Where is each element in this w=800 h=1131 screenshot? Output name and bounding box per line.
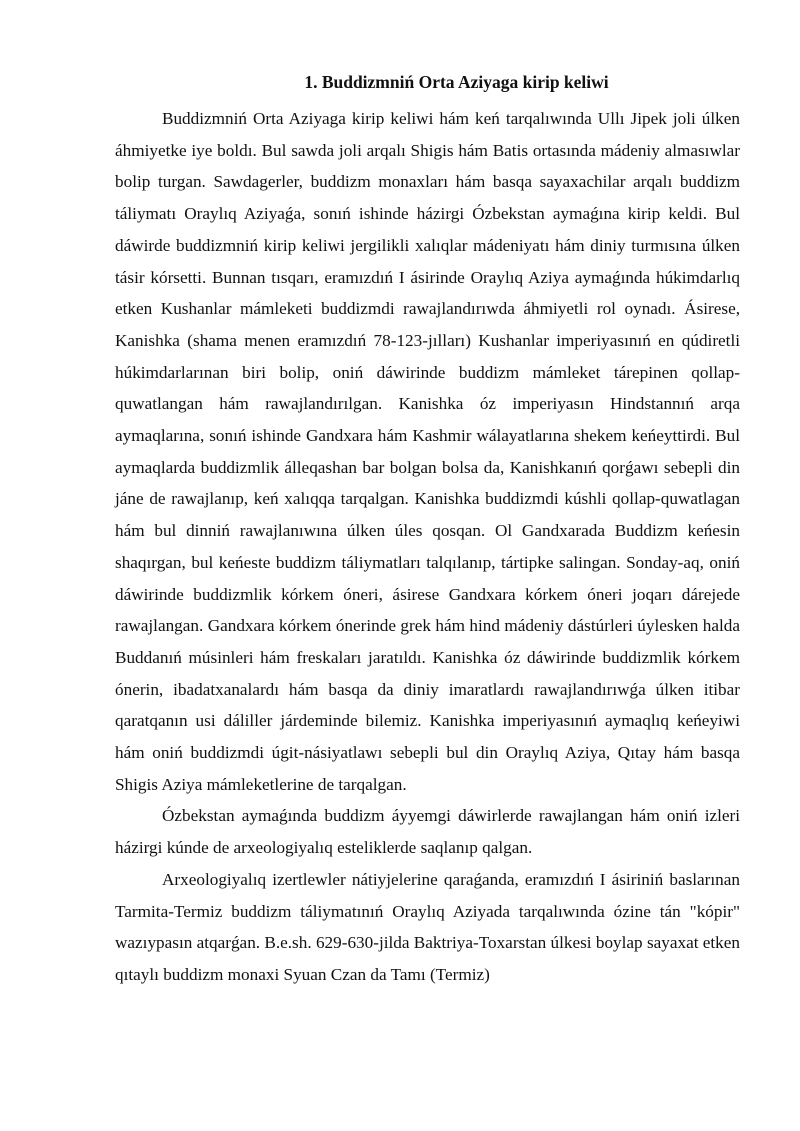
paragraph: Arxeologiyalıq izertlewler nátiyjelerine qaraǵanda, eramızdıń I ásiriniń baslarınan Tarmita-Termiz buddizm táliymatınıń Oraylıq Aziyada tarqalıwında ózine tán "kópir" wazıypasın atqarǵan. B.e.sh. 629-630-jilda Baktriya-Toxarstan úlkesi boylap sayaxat etken qıtaylı buddizm monaxi Syuan Czan da Tamı (Termiz) — [115, 869, 741, 984]
section-title: 1. Buddizmniń Orta Aziyaga kirip keliwi — [304, 72, 609, 92]
document-page — [115, 70, 740, 991]
paragraph: Ózbekstan aymaǵında buddizm áyyemgi dáwirlerde rawajlangan hám oniń izleri házirgi kúnde de arxeologiyalıq esteliklerde saqlanıp qalgan. — [115, 806, 740, 858]
paragraph: Buddizmniń Orta Aziyaga kirip keliwi hám keń tarqalıwında Ullı Jipek joli úlken áhmiyetke iye boldı. Bul sawda joli arqalı Shigis hám Batis ortasında mádeniy almasıwlar bolip turgan. Sawdagerler, buddizm monaxları hám basqa sayaxachilar arqalı buddizm táliymatı Oraylıq Aziyaǵa, sonıń ishinde házirgi Ózbekstan aymaǵına kirip keldi. Bul dáwirde buddizmniń kirip keliwi jergilikli xalıqlar mádeniyatı hám diniy turmısına úlken tásir kórsetti. Bunnan tısqarı, eramızdıń I ásirinde Oraylıq Aziya aymaǵında húkimdarlıq etken Kushanlar mámleketi buddizmdi rawajlandırıwda áhmiyetli rol oynadı. Ásirese, Kanishka (shama menen eramızdıń 78-123-jılları) Kushanlar imperiyasınıń en qúdiretli húkimdarlarınan biri bolip, oniń dáwirinde buddizm mámleket tárepinen qollap-quwatlangan hám rawajlandırılgan. Kanishka óz imperiyasın Hindstannıń arqa aymaqlarına, sonıń ishinde Gandxara hám Kashmir wálayatlarına shekem keńeyttirdi. Bul aymaqlarda buddizmlik álleqashan bar bolgan bolsa da, Kanishkanıń qorǵawı sebepli din jáne de rawajlanıp, keń xalıqqa tarqalgan. Kanishka buddizmdi kúshli qollap-quwatlagan hám bul dinniń rawajlanıwına úlken úles qosqan. Ol Gandxarada Buddizm keńesin shaqırgan, bul keńeste buddizm táliymatları talqılanıp, tártipke salingan. Sonday-aq, oniń dáwirinde buddizmlik kórkem óneri, ásirese Gandxara kórkem óneri joqarı dárejede rawajlangan. Gandxara kórkem ónerinde grek hám hind mádeniy dástúrleri úylesken halda Buddanıń músinleri hám freskaları jaratıldı. Kanishka óz dáwirinde buddizmlik kórkem ónerin, ibadatxanalardı hám basqa da diniy imaratlardı rawajlandırıwǵa úlken itibar qaratqanın usi dáliller járdeminde bilemiz. Kanishka imperiyasınıń aymaqlıq keńeyiwi hám oniń buddizmdi úgit-násiyatlawı sebepli bul din Oraylıq Aziya, Qıtay hám basqa Shigis Aziya mámleketlerine de tarqalgan. — [115, 109, 740, 794]
